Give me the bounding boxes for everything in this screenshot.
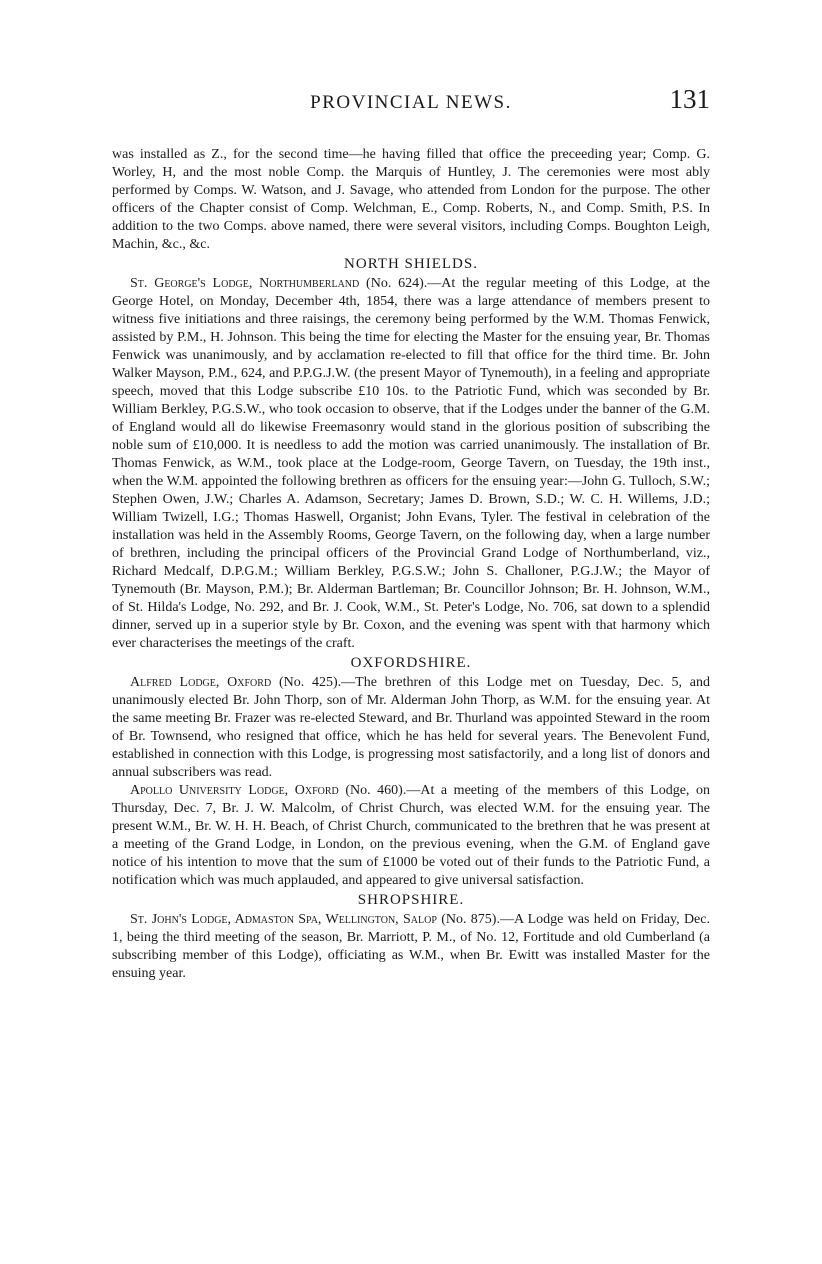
running-title: PROVINCIAL NEWS. bbox=[310, 92, 512, 113]
page-number: 131 bbox=[669, 84, 710, 114]
page-header bbox=[112, 84, 710, 120]
section-heading-oxfordshire: OXFORDSHIRE. bbox=[350, 655, 472, 671]
lodge-report-text: (No. 624).—At the regular meeting of this Lodge, at the George Hotel, on Monday, December 4th, 1854, there was a large attendance of members present to witness five initiations and three raisings, the ceremony being performed by the W.M. Thomas Fenwick, assisted by P.M., H. Johnson. This being the time for electing the Master for the ensuing year, Br. Thomas Fenwick was unanimously, and by acclamation re-elected to fill that office for the third time. Br. John Walker Mayson, P.M., 624, and P.P.G.J.W. (the present Mayor of Tynemouth), in a feeling and appropriate speech, moved that this Lodge subscribe £10 10s. to the Patriotic Fund, which was seconded by Br. William Berkley, P.G.S.W., who took occasion to observe, that if the Lodges under the banner of the G.M. of England would all do likewise Freemasonry would stand in the glorious position of subscribing the noble sum of £10,000. It is needless to add the motion was carried unanimously. The installation of Br. Thomas Fenwick, as W.M., took place at the Lodge-room, George Tavern, on Tuesday, the 19th inst., when the W.M. appointed the following brethren as officers for the ensuing year:—John G. Tulloch, S.W.; Stephen Owen, J.W.; Charles A. Adamson, Secretary; James D. Brown, S.D.; W. C. H. Willems, J.D.; William Twizell, I.G.; Thomas Haswell, Organist; John Evans, Tyler. The festival in celebration of the installation was held in the Assembly Rooms, George Tavern, on the following day, when a large number of brethren, including the principal officers of the Provincial Grand Lodge of Northumberland, viz., Richard Medcalf, D.P.G.M.; William Berkley, P.G.S.W.; John S. Challoner, P.G.J.W.; the Mayor of Tynemouth (Br. Mayson, P.M.); Br. Alderman Bartleman; Br. Councillor Johnson; Br. H. Johnson, W.M., of St. Hilda's Lodge, No. 292, and Br. J. Cook, W.M., St. Peter's Lodge, No. 706, sat down to a splendid dinner, served up in a superior style by Br. Coxon, and the evening was spent with that harmony which ever characterises the meetings of the craft. bbox=[112, 276, 711, 651]
section-heading-shropshire: SHROPSHIRE. bbox=[357, 892, 465, 908]
lodge-name: St. George's Lodge, Northumberland bbox=[130, 276, 360, 291]
lodge-name: St. John's Lodge, Admaston Spa, Wellington, Salop bbox=[130, 912, 437, 927]
article-body bbox=[112, 146, 710, 983]
lodge-name: Alfred Lodge, Oxford bbox=[130, 675, 272, 690]
continued-paragraph: was installed as Z., for the second time—he having filled that office the preceeding year; Comp. G. Worley, H, and the most noble Comp. the Marquis of Huntley, J. The ceremonies were most ably performed by Comps. W. Watson, and J. Savage, who attended from London for the purpose. The other officers of the Chapter consist of Comp. Welchman, E., Comp. Roberts, N., and Comp. Smith, P.S. In addition to the two Comps. above named, there were several visitors, including Comps. Boughton Leigh, Machin, &c., &c. bbox=[112, 147, 710, 252]
lodge-report bbox=[112, 275, 710, 653]
lodge-report-text: (No. 425).—The brethren of this Lodge met on Tuesday, Dec. 5, and unanimously elected Br. John Thorp, son of Mr. Alderman John Thorp, as W.M. for the ensuing year. At the same meeting Br. Frazer was re-elected Steward, and Br. Thurland was appointed Steward in the room of Br. Townsend, who resigned that office, which he has held for several years. The Benevolent Fund, established in connection with this Lodge, is progressing most satisfactorily, and a long list of donors and annual subscribers was read. bbox=[112, 675, 710, 780]
lodge-report-text: (No. 875).—A Lodge was held on Friday, Dec. 1, being the third meeting of the season, Br. Marriott, P. M., of No. 12, Fortitude and old Cumberland (a subscribing member of this Lodge), officiating as W.M., when Br. Ewitt was installed Master for the ensuing year. bbox=[112, 912, 710, 981]
lodge-name: Apollo University Lodge, Oxford bbox=[130, 783, 339, 798]
lodge-report bbox=[112, 782, 710, 890]
section-heading-north-shields: NORTH SHIELDS. bbox=[344, 256, 478, 272]
lodge-report bbox=[112, 911, 710, 983]
lodge-report-text: (No. 460).—At a meeting of the members of this Lodge, on Thursday, Dec. 7, Br. J. W. Malcolm, of Christ Church, was elected W.M. for the ensuing year. The present W.M., Br. W. H. H. Beach, of Christ Church, communicated to the brethren that he was present at a meeting of the Grand Lodge, in London, on the previous evening, when the G.M. of England gave notice of his intention to move that the sum of £1000 be voted out of their funds to the Patriotic Fund, a notification which was much applauded, and appeared to give universal satisfaction. bbox=[112, 783, 710, 888]
lodge-report bbox=[112, 674, 710, 782]
